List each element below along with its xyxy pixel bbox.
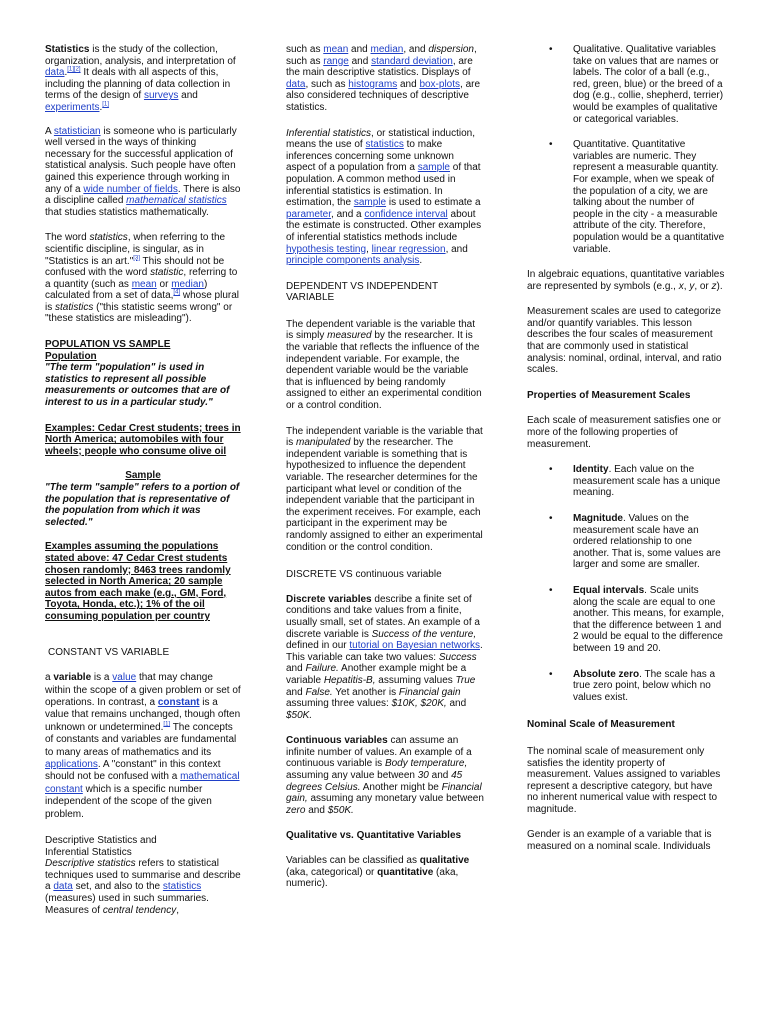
- bullet-icon: •: [549, 464, 553, 476]
- link-linear-regression[interactable]: linear regression: [371, 243, 446, 255]
- link-mean[interactable]: mean: [323, 44, 349, 55]
- nominal-paragraph: The nominal scale of measurement only satisfies the identity property of measurement. Values assigned to variables represent a descriptive category, but have no inherent numerical value with respect to magnitude.: [527, 745, 721, 815]
- link-statistics[interactable]: statistics: [365, 139, 404, 151]
- link-statistician[interactable]: statistician: [53, 125, 101, 137]
- link-experiments[interactable]: experiments: [45, 101, 100, 113]
- link-hypothesis-testing[interactable]: hypothesis testing: [286, 243, 367, 255]
- list-item: • Absolute zero. The scale has a true zero point, below which no values exist.: [549, 668, 716, 703]
- link-box-plots[interactable]: box-plots: [419, 78, 461, 90]
- algebraic-paragraph: In algebraic equations, quantitative variables are represented by symbols (e.g., x, y, or z).: [527, 269, 725, 292]
- population-examples: Examples: Cedar Crest students; trees in North America; automobiles with four wheels; people who consume olive oil: [45, 422, 241, 457]
- properties-list: [527, 464, 725, 703]
- discrete-vs-continuous-heading: DISCRETE VS continuous variable: [286, 569, 442, 581]
- variable-types-list: [527, 44, 725, 255]
- link-surveys[interactable]: surveys: [143, 90, 179, 102]
- column-3: [527, 44, 725, 853]
- link-confidence-interval[interactable]: confidence interval: [364, 208, 448, 220]
- continuous-paragraph: Continuous variables can assume an infinite number of values. An example of a continuous variable is Body temperature, assuming any value between 30 and 45 degrees Celsius. Another might be Financial gain, assuming any monetary value between zero and $50K.: [286, 735, 484, 816]
- qualitative-vs-quantitative-heading: Qualitative vs. Quantitative Variables: [286, 830, 462, 842]
- variable-paragraph: a variable is a value that may change within the scope of a given problem or set of operations. In contrast, a constant is a value that remains unchanged, though often unknown or undetermined.[1] The concepts of constants and variables are fundamental to many areas of mathematics and its applications. A "constant" in this context should not be confused with a mathematical constant which is a specific number independent of the scope of the given problem.: [45, 672, 241, 820]
- link-data[interactable]: data: [286, 78, 306, 90]
- measurement-scales-paragraph: Measurement scales are used to categorize and/or quantify variables. This lesson describes the four scales of measurement that are commonly used in statistical analysis: nominal, ordinal, interval, and ratio scales.: [527, 306, 722, 376]
- properties-paragraph: Each scale of measurement satisfies one or more of the following properties of measurement.: [527, 415, 721, 450]
- link-constant[interactable]: constant: [157, 696, 200, 708]
- sample-quote: "The term "sample" refers to a portion of the population that is representative of the population from which it was selected.": [45, 482, 240, 528]
- link-principle-components-analysis[interactable]: principle components analysis: [286, 255, 420, 267]
- link-data[interactable]: data: [53, 881, 73, 893]
- descriptive-paragraph: Descriptive statistics refers to statistical techniques used to summarise and describe a data set, and also to the statistics (measures) used in such summaries. Measures of central tendency,: [45, 858, 241, 916]
- bullet-icon: •: [549, 668, 553, 680]
- descriptive-continued-paragraph: such as mean and median, and dispersion, such as range and standard deviation, are the main descriptive statistics. Displays of data, such as histograms and box-plots, are also considered techniques of descriptive statistics.: [286, 44, 481, 113]
- word-statistics-paragraph: The word statistics, when referring to the scientific discipline, is singular, as in "Statistics is an art."[3] This should not be confused with the word statistic, referring to a quantity (such as mean or median) calculated from a set of data,[4] whose plural is statistics ("this statistic seems wrong" or "these statistics are misleading").: [45, 232, 239, 325]
- bullet-icon: •: [549, 139, 553, 151]
- link-mathematical-constant[interactable]: mathematical constant: [45, 771, 240, 795]
- nominal-scale-heading: Nominal Scale of Measurement: [527, 719, 675, 731]
- column-2: [286, 44, 484, 890]
- bullet-icon: •: [549, 584, 553, 596]
- link-tutorial-bayesian-networks[interactable]: tutorial on Bayesian networks: [349, 640, 481, 652]
- discrete-paragraph: Discrete variables describe a finite set of conditions and take values from a finite, usually small, set of states. An example of a discrete variable is Success of the venture, defined in our tutorial on Bayesian networks. This variable can take two values: Success and Failure. Another example might be a variable Hepatitis-B, assuming values True and False. Yet another is Financial gain assuming three values: $10K, $20K, and $50K.: [286, 593, 483, 721]
- citation[interactable]: [4]: [173, 289, 181, 296]
- link-mean[interactable]: mean: [131, 278, 157, 290]
- link-histograms[interactable]: histograms: [348, 78, 398, 90]
- descriptive-heading-line1: Descriptive Statistics and: [45, 835, 157, 846]
- inferential-paragraph: Inferential statistics, or statistical induction, means the use of statistics to make inferences concerning some unknown aspect of a population from a sample of that population. A common method used in inferential statistics is estimation. In estimation, the sample is used to estimate a parameter, and a confidence interval about the estimate is constructed. Other examples of inferential statistics methods include hypothesis testing, linear regression, and principle components analysis.: [286, 127, 482, 267]
- descriptive-heading-line2: Inferential Statistics: [45, 846, 132, 858]
- link-range[interactable]: range: [323, 55, 349, 67]
- constant-vs-variable-heading: CONSTANT VS VARIABLE: [48, 646, 170, 658]
- sample-examples: Examples assuming the populations stated above: 47 Cedar Crest students chosen randomly; 8463 trees randomly selected in North America; 20 sample autos from each make (e.g., GM, Ford, Toyota, Honda, etc.); 1% of the oil consuming population per country: [45, 541, 231, 622]
- link-wide-number-of-fields[interactable]: wide number of fields: [83, 183, 178, 195]
- population-subheading: Population: [45, 350, 97, 362]
- bullet-icon: •: [549, 44, 553, 55]
- link-mathematical-statistics[interactable]: mathematical statistics: [126, 195, 227, 207]
- column-1: [45, 44, 241, 916]
- link-parameter[interactable]: parameter: [286, 208, 332, 220]
- sample-subheading: Sample: [125, 470, 161, 482]
- link-median[interactable]: median: [171, 278, 204, 290]
- list-item: • Magnitude. Values on the measurement scale have an ordered relationship to one another. That is, some values are larger and some are smaller.: [549, 513, 721, 571]
- link-data[interactable]: data: [45, 67, 65, 79]
- statistics-definition: Statistics is the study of the collection, organization, analysis, and interpretation of data.[1][2] It deals with all aspects of this, including the planning of data collection in terms of the design of surveys and experiments.[1]: [45, 44, 236, 113]
- properties-heading: Properties of Measurement Scales: [527, 389, 691, 401]
- population-vs-sample-heading: POPULATION VS SAMPLE: [45, 339, 171, 351]
- gender-paragraph: Gender is an example of a variable that is measured on a nominal scale. Individuals: [527, 829, 712, 853]
- statistician-paragraph: A statistician is someone who is particularly well versed in the ways of thinking necessary for the successful application of statistical analysis. Such people have often gained this experience through working in any of a wide number of fields. There is also a discipline called mathematical statistics that studies statistics mathematically.: [45, 125, 241, 218]
- list-item: • Identity. Each value on the measurement scale has a unique meaning.: [549, 464, 721, 499]
- link-statistics[interactable]: statistics: [162, 881, 202, 893]
- link-sample[interactable]: sample: [417, 162, 450, 174]
- dependent-vs-independent-heading: DEPENDENT VS INDEPENDENT VARIABLE: [286, 280, 438, 304]
- citation[interactable]: [1][2]: [67, 66, 81, 73]
- list-item: • Quantitative. Quantitative variables are numeric. They represent a measurable quantity. For example, when we speak of the population of a city, we are talking about the number of people in the city - a measurable attribute of the city. Therefore, population would be a quantitative variable.: [549, 139, 725, 255]
- link-median[interactable]: median: [370, 44, 404, 55]
- link-applications[interactable]: applications: [45, 758, 98, 770]
- qualitative-intro-paragraph: Variables can be classified as qualitative (aka, categorical) or quantitative (aka, numeric).: [286, 855, 470, 890]
- dependent-paragraph: The dependent variable is the variable that is simply measured by the researcher. It is the variable that reflects the influence of the independent variable. For example, the dependent variable would be the variable that is influenced by being randomly assigned to either an experimental condition or a control condition.: [286, 318, 482, 412]
- link-sample[interactable]: sample: [353, 197, 387, 209]
- list-item: • Equal intervals. Scale units along the scale are equal to one another. This means, for example, that the difference between 1 and 2 would be equal to the difference between 19 and 20.: [549, 584, 725, 654]
- citation[interactable]: [1]: [163, 721, 171, 728]
- population-quote: "The term "population" is used in statistics to represent all possible measurements or outcomes that are of interest to us in a particular study.": [45, 362, 230, 409]
- link-standard-deviation[interactable]: standard deviation: [371, 55, 453, 67]
- citation[interactable]: [1]: [102, 101, 109, 108]
- list-item: • Qualitative. Qualitative variables take on values that are names or labels. The color of a ball (e.g., red, green, blue) or the breed of a dog (e.g., collie, shepherd, terrier) would be examples of qualitative or categorical variables.: [549, 44, 724, 125]
- bullet-icon: •: [549, 513, 553, 524]
- independent-paragraph: The independent variable is the variable that is manipulated by the researcher. The independent variable is something that is hypothesized to influence the dependent variable. The researcher determines for the participant what level or condition of the independent variable that the participant in the experiment receives. For example, each participant in the experiment may be randomly assigned to either an experimental condition or the control condition.: [286, 425, 483, 553]
- citation[interactable]: [3]: [133, 255, 140, 262]
- link-value[interactable]: value: [112, 672, 137, 684]
